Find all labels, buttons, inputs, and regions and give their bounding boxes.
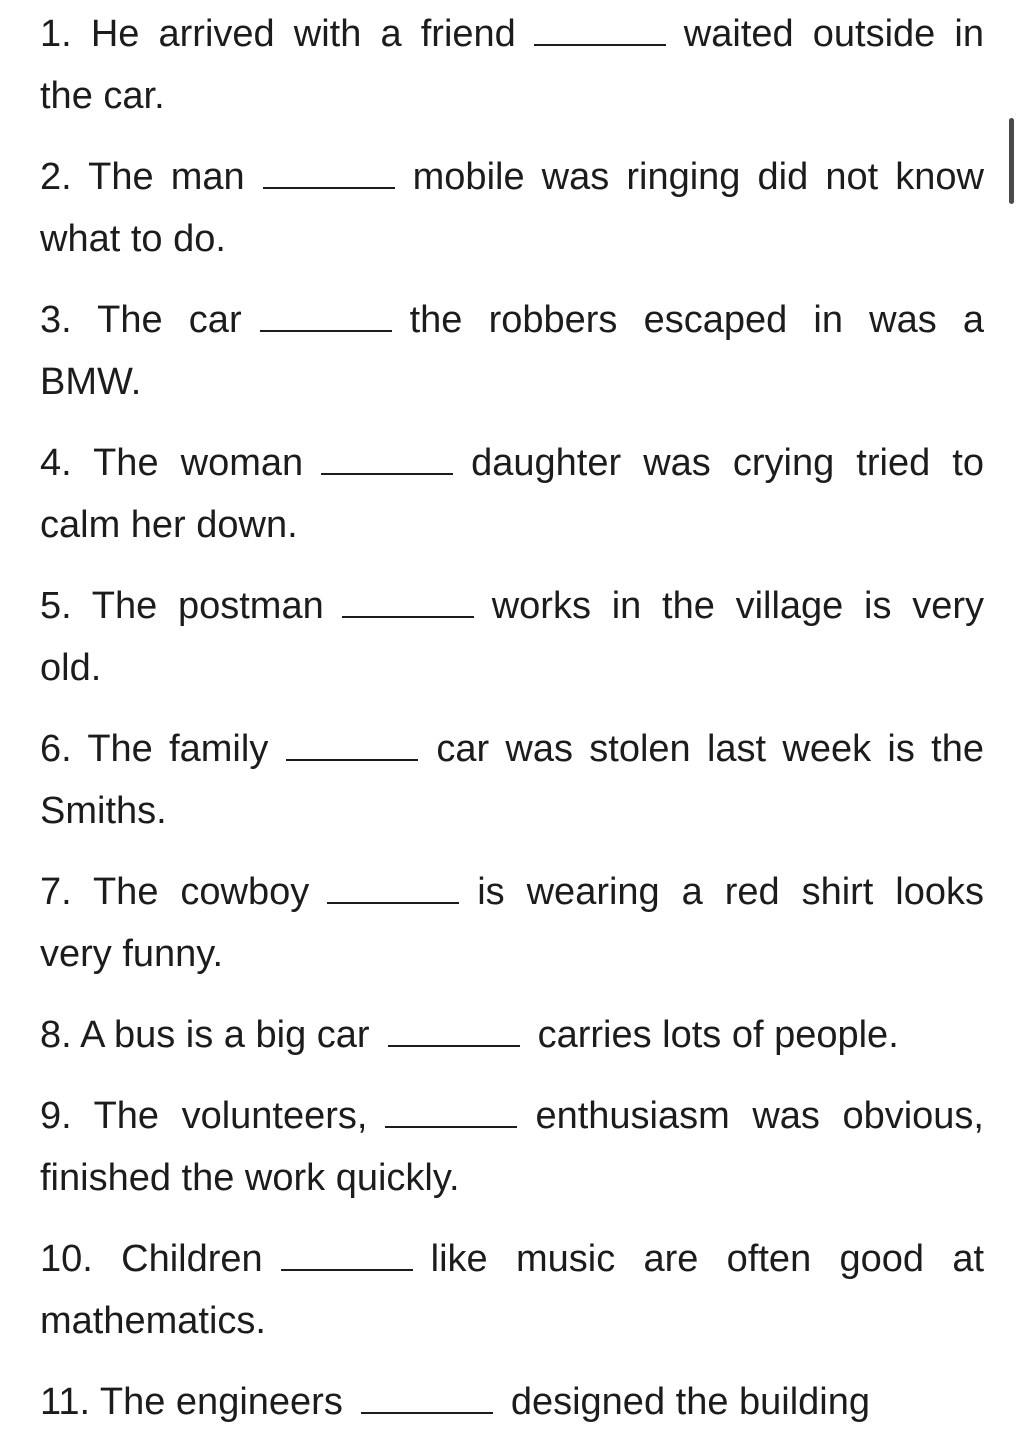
exercise-number: 3. <box>40 299 72 341</box>
sentence-start: The engineers <box>99 1381 343 1423</box>
sentence-start: The family <box>87 728 269 770</box>
exercise-number: 7. <box>40 871 72 913</box>
exercise-item <box>40 1371 984 1433</box>
exercise-number: 2. <box>40 156 72 198</box>
sentence-start: The car <box>97 299 242 341</box>
sentence-end: designed the building <box>510 1381 871 1423</box>
exercise-number: 10. <box>40 1238 93 1280</box>
sentence-start: The cowboy <box>92 871 310 913</box>
answer-blank[interactable] <box>321 472 453 475</box>
answer-blank[interactable] <box>263 186 395 189</box>
answer-blank[interactable] <box>388 1044 520 1047</box>
exercise-item <box>40 432 984 556</box>
sentence-start: He arrived with a friend <box>90 13 516 55</box>
answer-blank[interactable] <box>534 43 666 46</box>
exercise-number: 11. <box>40 1381 91 1423</box>
exercise-item <box>40 575 984 699</box>
exercise-list <box>40 0 984 1433</box>
exercise-item <box>40 861 984 985</box>
answer-blank[interactable] <box>286 758 418 761</box>
sentence-end: is wearing a red shirt looks very funny. <box>40 871 985 975</box>
sentence-end: enthusiasm was obvious, finished the work quickly. <box>40 1095 984 1199</box>
sentence-end: daughter was crying tried to calm her down. <box>40 442 984 546</box>
exercise-item <box>40 718 984 842</box>
exercise-item <box>40 289 984 413</box>
exercise-item <box>40 146 984 270</box>
sentence-end: works in the village is very old. <box>40 585 984 689</box>
sentence-end: waited outside in the car. <box>40 13 984 117</box>
sentence-start: The woman <box>93 442 304 484</box>
exercise-item <box>40 1228 984 1352</box>
exercise-number: 8. <box>40 1014 72 1056</box>
exercise-number: 4. <box>40 442 72 484</box>
answer-blank[interactable] <box>327 901 459 904</box>
sentence-end: carries lots of people. <box>537 1014 899 1056</box>
answer-blank[interactable] <box>385 1125 517 1128</box>
exercise-item <box>40 1085 984 1209</box>
sentence-end: like music are often good at mathematics. <box>40 1238 985 1342</box>
exercise-number: 5. <box>40 585 72 627</box>
exercise-item <box>40 3 984 127</box>
sentence-start: The man <box>88 156 245 198</box>
exercise-number: 6. <box>40 728 72 770</box>
exercise-number: 9. <box>40 1095 72 1137</box>
exercise-item <box>40 1004 984 1066</box>
answer-blank[interactable] <box>342 615 474 618</box>
sentence-start: The volunteers, <box>93 1095 368 1137</box>
sentence-start: A bus is a big car <box>80 1014 370 1056</box>
scrollbar-thumb[interactable] <box>1009 118 1014 204</box>
sentence-end: the robbers escaped in was a BMW. <box>40 299 984 403</box>
sentence-end: car was stolen last week is the Smiths. <box>40 728 984 832</box>
answer-blank[interactable] <box>361 1411 493 1414</box>
exercise-number: 1. <box>40 13 72 55</box>
sentence-end: mobile was ringing did not know what to do. <box>40 156 984 260</box>
answer-blank[interactable] <box>281 1268 413 1271</box>
answer-blank[interactable] <box>260 329 392 332</box>
sentence-start: The postman <box>91 585 324 627</box>
sentence-start: Children <box>121 1238 263 1280</box>
